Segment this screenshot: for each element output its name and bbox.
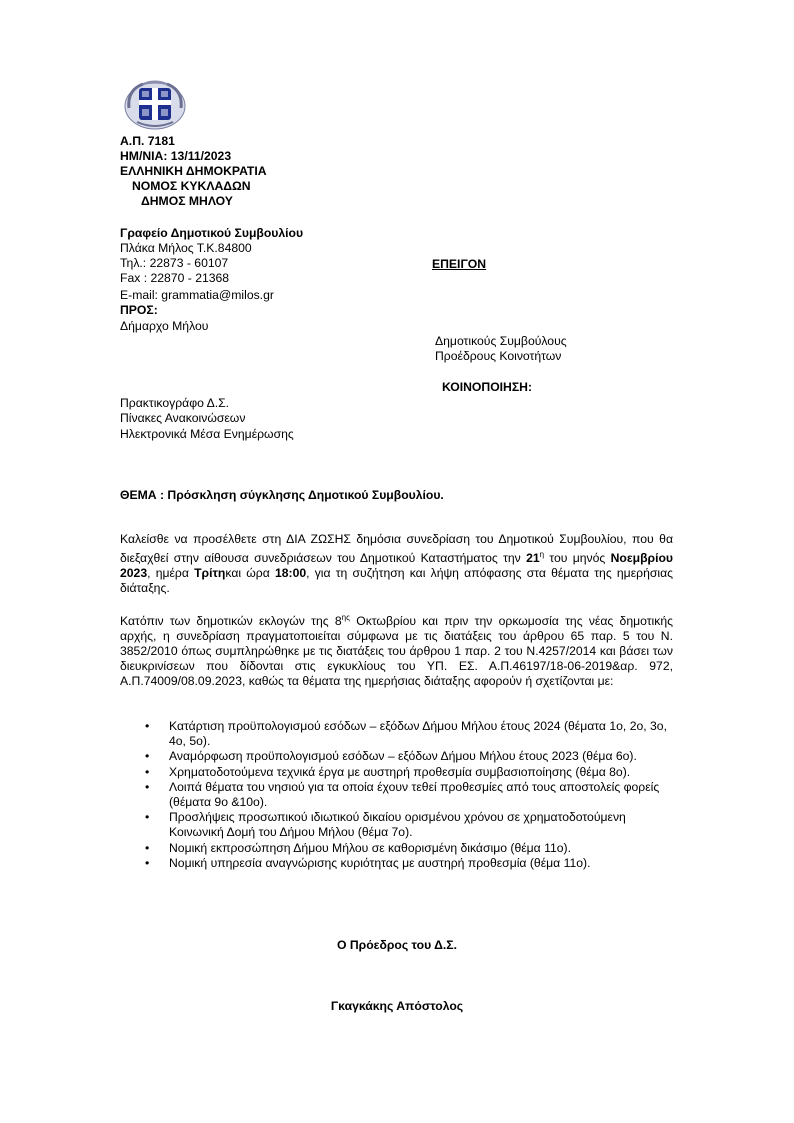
reference-number: Α.Π. 7181 — [120, 134, 175, 148]
coat-of-arms-logo — [123, 78, 187, 130]
agenda-topics-list — [145, 719, 675, 871]
office-email: E-mail: grammatia@milos.gr — [120, 288, 274, 302]
list-item: • Λοιπά θέματα του νησιού για τα οποία έχουν τεθεί προθεσμίες από τους αποστολείς φορείς (θέματα 9ο &10ο). — [145, 780, 675, 810]
recipient-mayor: Δήμαρχο Μήλου — [120, 319, 209, 333]
list-item: • Νομική υπηρεσία αναγνώρισης κυριότητας με αυστηρή προθεσμία (θέμα 11ο). — [145, 856, 675, 871]
to-label: ΠΡΟΣ: — [120, 303, 158, 317]
country-name: ΕΛΛΗΝΙΚΗ ΔΗΜΟΚΡΑΤΙΑ — [120, 164, 267, 178]
cc-item: Πίνακες Ανακοινώσεων — [120, 411, 246, 425]
prefecture-name: ΝΟΜΟΣ ΚΥΚΛΑΔΩΝ — [132, 179, 251, 193]
invitation-paragraph: Καλείσθε να προσέλθετε στη ΔΙΑ ΖΩΣΗΣ δημόσια συνεδρίαση του Δημοτικού Συμβουλίου, που θα διεξαχθεί στην αίθουσα συνεδριάσεων του Δημοτικού Καταστήματος την $21^\eta$ του μηνός Νοεμβρίου 2023, ημέρα Τρίτηκαι ώρα 18:00, για τη συζήτηση και λήψη απόφασης στα θέματα της ημερήσιας διάταξης. — [120, 532, 673, 596]
cc-item: Πρακτικογράφο Δ.Σ. — [120, 396, 230, 410]
signature-name: Γκαγκάκης Απόστολος — [330, 999, 464, 1013]
office-name: Γραφείο Δημοτικού Συμβουλίου — [120, 226, 304, 240]
signature-title: Ο Πρόεδρος του Δ.Σ. — [337, 938, 457, 952]
office-fax: Fax : 22870 - 21368 — [120, 271, 230, 285]
list-item: • Νομική εκπροσώπηση Δήμου Μήλου σε καθορισμένη δικάσιμο (θέμα 11ο). — [145, 841, 675, 856]
office-address: Πλάκα Μήλος Τ.Κ.84800 — [120, 241, 252, 255]
cc-item: Ηλεκτρονικά Μέσα Ενημέρωσης — [120, 427, 294, 441]
list-item: • Κατάρτιση προϋπολογισμού εσόδων – εξόδων Δήμου Μήλου έτους 2024 (θέματα 1ο, 2ο, 3ο, 4ο, 5ο). — [145, 719, 675, 749]
municipality-name: ΔΗΜΟΣ ΜΗΛΟΥ — [141, 194, 233, 208]
list-item: • Χρηματοδοτούμενα τεχνικά έργα με αυστηρή προθεσμία συμβασιοποίησης (θέμα 8ο). — [145, 765, 675, 780]
office-phone: Τηλ.: 22873 - 60107 — [120, 256, 229, 270]
recipient-community-presidents: Προέδρους Κοινοτήτων — [435, 349, 562, 363]
list-item: • Προσλήψεις προσωπικού ιδιωτικού δικαίου ορισμένου χρόνου σε χρηματοδοτούμενη Κοινωνική Δομή του Δήμου Μήλου (θέμα 7ο). — [145, 810, 675, 840]
subject-line: ΘΕΜΑ : Πρόσκληση σύγκλησης Δημοτικού Συμβουλίου. — [120, 488, 444, 502]
list-item: • Αναμόρφωση προϋπολογισμού εσόδων – εξόδων Δήμου Μήλου έτους 2023 (θέμα 6ο). — [145, 749, 675, 764]
legal-basis-paragraph: Κατόπιν των δημοτικών εκλογών της $8^{\eta\varsigma}$ Οκτωβρίου και πριν την ορκωμοσία της νέας δημοτικής αρχής, η συνεδρίαση πραγματοποιείται σύμφωνα με τις διατάξεις του άρθρου 65 παρ. 5 του Ν. 3852/2010 όπως συμπληρώθηκε με τις διατάξεις του άρθρου 1 παρ. 2 του Ν.4257/2014 και βάσει των διευκρινίσεων που δίδονται στις εγκυκλίους του ΥΠ. ΕΣ. Α.Π.46197/18-06-2019&αρ. 972, Α.Π.74009/08.09.2023, καθώς τα θέματα της ημερήσιας διάταξης αφορούν ή σχετίζονται με: — [120, 613, 674, 689]
document-date: ΗΜ/ΝΙΑ: 13/11/2023 — [120, 149, 232, 163]
cc-label: ΚΟΙΝΟΠΟΙΗΣΗ: — [442, 380, 533, 394]
urgent-label: ΕΠΕΙΓΟΝ — [432, 257, 487, 271]
recipient-councillors: Δημοτικούς Συμβούλους — [435, 334, 567, 348]
